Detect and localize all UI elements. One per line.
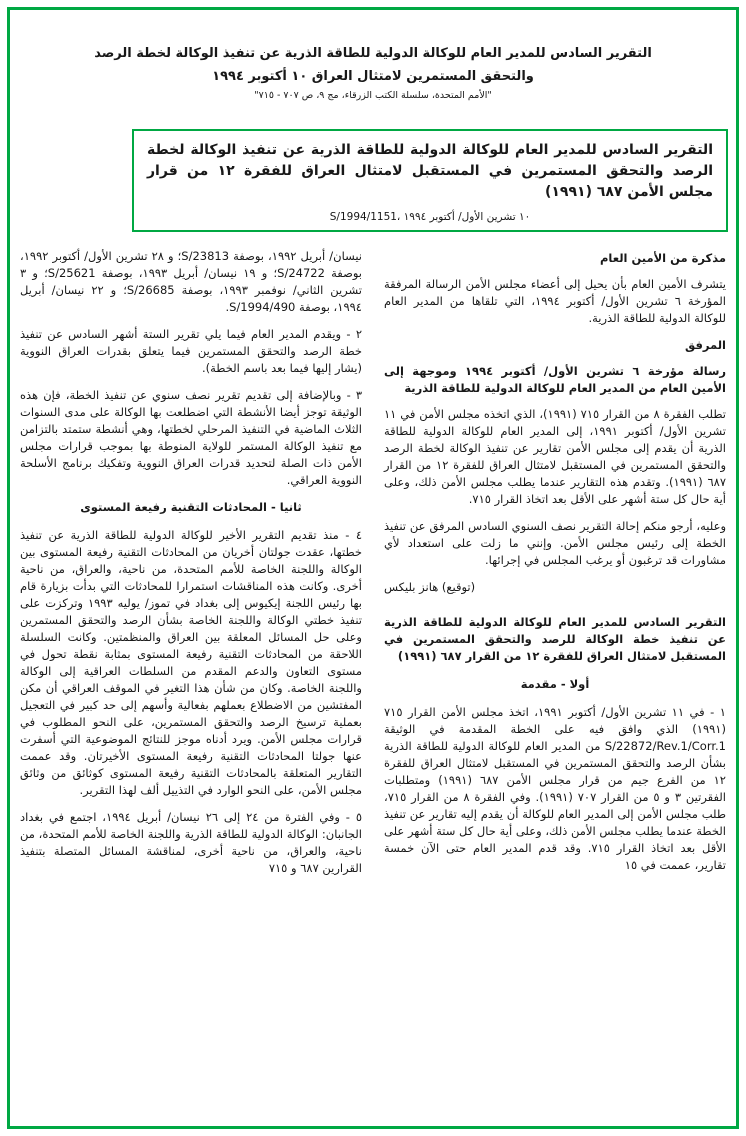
paragraph-1-continuation: نيسان/ أبريل ١٩٩٢، بوصفة S/23813؛ و ٢٨ تشرين الأول/ أكتوبر ١٩٩٢، بوصفة S/24722؛ و ١٩ نيسان/ أبريل ١٩٩٣، بوصفة S/25621؛ و ٣ تشرين الثاني/ نوفمبر ١٩٩٣، بوصفة S/26685؛ و ٢٢ نيسان/ أبريل ١٩٩٤، بوصفة S/1994/490.: [20, 249, 363, 314]
document-header: [18, 42, 728, 101]
section-2-heading: ثانيا - المحادثات التقنية رفيعة المستوى: [80, 500, 302, 514]
section-1-heading: أولا - مقدمة: [520, 677, 590, 691]
report-title-box: [132, 129, 728, 232]
annex-heading: المرفق: [684, 338, 726, 352]
paragraph-4: ٤ - منذ تقديم التقرير الأخير للوكالة الدولية للطاقة الذرية عن تنفيذ خطتها، عقدت جولتان أخريان من المحادثات التقنية رفيعة المستوى بين الوكالة واللجنة الخاصة للأمم المتحدة، من ناحية، والعراق، من ناحية أخرى. وكانت هذه المناقشات استمرارا للمحادثات التي بدأت بزيارة قام بها رئيس اللجنة إيكيوس إلى بغداد في تموز/ يوليه ١٩٩٣ وتركزت على تنفيذ خطتي الوكالة واللجنة الخاصة بشأن الرصد والتحقق المستمرين وعلى حل المسائل المعلقة بين العراق والمنظمتين. وكانت السلسلة اللاحقة من المحادثات التقنية رفيعة المستوى بمثابة نقطة تحول في مستوى التعاون والدعم المقدم من السلطات العراقية إلى الوكالة واللجنة الخاصة. وكان من شأن هذا التغير في الموقف العراقي أن مكن المفتشين من الاضطلاع بعملهم بفعالية وأسهم إلى حد كبير في التعجيل بعملية ترسيخ الرصد والتحقق المستمرين، على النحو المطلوب في قرارات مجلس الأمن. ويرد أدناه موجز للنتائج الموضوعية التي أسفرت عنها جولتا المحادثات التقنية رفيعة المستوى الأخيرتان. وقد عممت التقارير المتعلقة بالمحادثات التقنية رفيعة المستوى كوثائق من وثائق مجلس الأمن، على النحو الوارد في التذييل ألف لهذا التقرير.: [20, 528, 362, 797]
header-source-citation: "الأمم المتحدة، سلسلة الكتب الزرقاء، مج ٩، ص ٧٠٧ - ٧١٥": [254, 90, 492, 101]
left-column: [20, 248, 362, 887]
memo-heading: مذكرة من الأمين العام: [599, 251, 726, 265]
page-border-frame: [7, 7, 739, 1129]
letter-paragraph-2: وعليه، أرجو منكم إحالة التقرير نصف السنوي السادس المرفق عن تنفيذ الخطة إلى رئيس مجلس الأمن. وإنني ما زلت على استعداد لأي مشاورات قد ترغبون أو يرغب المجلس في إجرائها.: [384, 519, 726, 567]
letter-heading: رسالة مؤرخة ٦ تشرين الأول/ أكتوبر ١٩٩٤ وموجهة إلى الأمين العام من المدير العام للوكالة الدولية للطاقة الذرية: [384, 364, 726, 395]
header-title-line2: والتحقق المستمرين لامتثال العراق ١٠ أكتوبر ١٩٩٤: [212, 69, 534, 84]
paragraph-3: ٣ - وبالإضافة إلى تقديم تقرير نصف سنوي عن تنفيذ الخطة، فإن هذه الوثيقة توجز أيضا الأنشطة التي اضطلعت بها الوكالة على مدى السنوات الثلاث الماضية في التنفيذ المرحلي لخطتها، وهي أنشطة ستمتد بالتزامن مع تنفيذ الوكالة المستمر للولاية المنوطة بها بموجب قرارات مجلس الأمن ذات الصلة لتحديد قدرات العراق النووية وتفكيك برنامج الأسلحة النووية العراقي.: [20, 388, 362, 487]
paragraph-1: ١ - في ١١ تشرين الأول/ أكتوبر ١٩٩١، اتخذ مجلس الأمن القرار ٧١٥ (١٩٩١) الذي وافق فيه على الخطة المقدمة في الوثيقة S/22872/Rev.1/Corr.1 من المدير العام للوكالة الدولية للطاقة الذرية بشأن الرصد والتحقق المستمرين في المستقبل لامتثال العراق للفقرة ١٢ من الفرع جيم من قرار مجلس الأمن ٦٨٧ (١٩٩١) ومتطلبات الفقرتين ٣ و ٥ من القرار ٧٠٧ (١٩٩١). وفي الفقرة ٨ من القرار ٧١٥، طلب مجلس الأمن إلى المدير العام للوكالة أن يقدم إليه تقارير عن تنفيذ الخطة عندما يطلب مجلس الأمن ذلك، وعلى أية حال كل ستة أشهر على الأقل بعد اتخاذ القرار ٧١٥. وقد قدم المدير العام حتى الآن خمسة تقارير، عممت في ١٥: [384, 705, 726, 872]
report-title-text: التقرير السادس للمدير العام للوكالة الدولية للطاقة الذرية عن تنفيذ الوكالة لخطة الرصد والتحقق المستمرين في المستقبل لامتثال العراق للفقرة ١٢ من قرار مجلس الأمن ٦٨٧ (١٩٩١): [147, 142, 713, 200]
paragraph-5: ٥ - وفي الفترة من ٢٤ إلى ٢٦ نيسان/ أبريل ١٩٩٤، اجتمع في بغداد الجانبان: الوكالة الدولية للطاقة الذرية واللجنة الخاصة للأمم المتحدة، من ناحية، والعراق، من ناحية أخرى، لمناقشة المسائل المتصلة بتنفيذ القرارين ٦٨٧ و ٧١٥: [20, 810, 362, 875]
inner-report-title: التقرير السادس للمدير العام للوكالة الدولية للطاقة الذرية عن تنفيذ خطة الوكالة للرصد والتحقق المستمرين في المستقبل لامتثال العراق للفقرة ١٢ من القرار ٦٨٧ (١٩٩١): [384, 615, 726, 663]
header-title-line1: التقرير السادس للمدير العام للوكالة الدولية للطاقة الذرية عن تنفيذ الوكالة لخطة الرصد: [94, 46, 652, 61]
signature-line: (توقيع) هانز بليكس: [384, 580, 476, 594]
memo-paragraph: يتشرف الأمين العام بأن يحيل إلى أعضاء مجلس الأمن الرسالة المرفقة المؤرخة ٦ تشرين الأول/ أكتوبر ١٩٩٤، التي تلقاها من المدير العام للوكالة الدولية للطاقة الذرية.: [384, 277, 727, 325]
document-symbol-and-date: S/1994/1151، ١٠ تشرين الأول/ أكتوبر ١٩٩٤: [329, 211, 531, 223]
paragraph-2: ٢ - ويقدم المدير العام فيما يلي تقرير الستة أشهر السادس عن تنفيذ خطة الرصد والتحقق المستمرين فيما يتعلق بقدرات العراق النووية (يشار إليها فيما بعد باسم الخطة).: [20, 327, 362, 375]
letter-paragraph-1: تطلب الفقرة ٨ من القرار ٧١٥ (١٩٩١)، الذي اتخذه مجلس الأمن في ١١ تشرين الأول/ أكتوبر ١٩٩١، إلى المدير العام للوكالة الدولية للطاقة الذرية أن يقدم إلى مجلس الأمن تقارير عن تنفيذ الوكالة لخطة الرصد والتحقق المستمرين في المستقبل لامتثال العراق للفقرة ١٢ من القرار ٦٨٧ (١٩٩١). وتقدم هذه التقارير عندما يطلب مجلس الأمن ذلك، وعلى أية حال كل ستة أشهر على الأقل بعد اتخاذ القرار ٧١٥.: [384, 407, 726, 506]
right-column: [384, 248, 726, 887]
two-column-body: [18, 248, 728, 887]
